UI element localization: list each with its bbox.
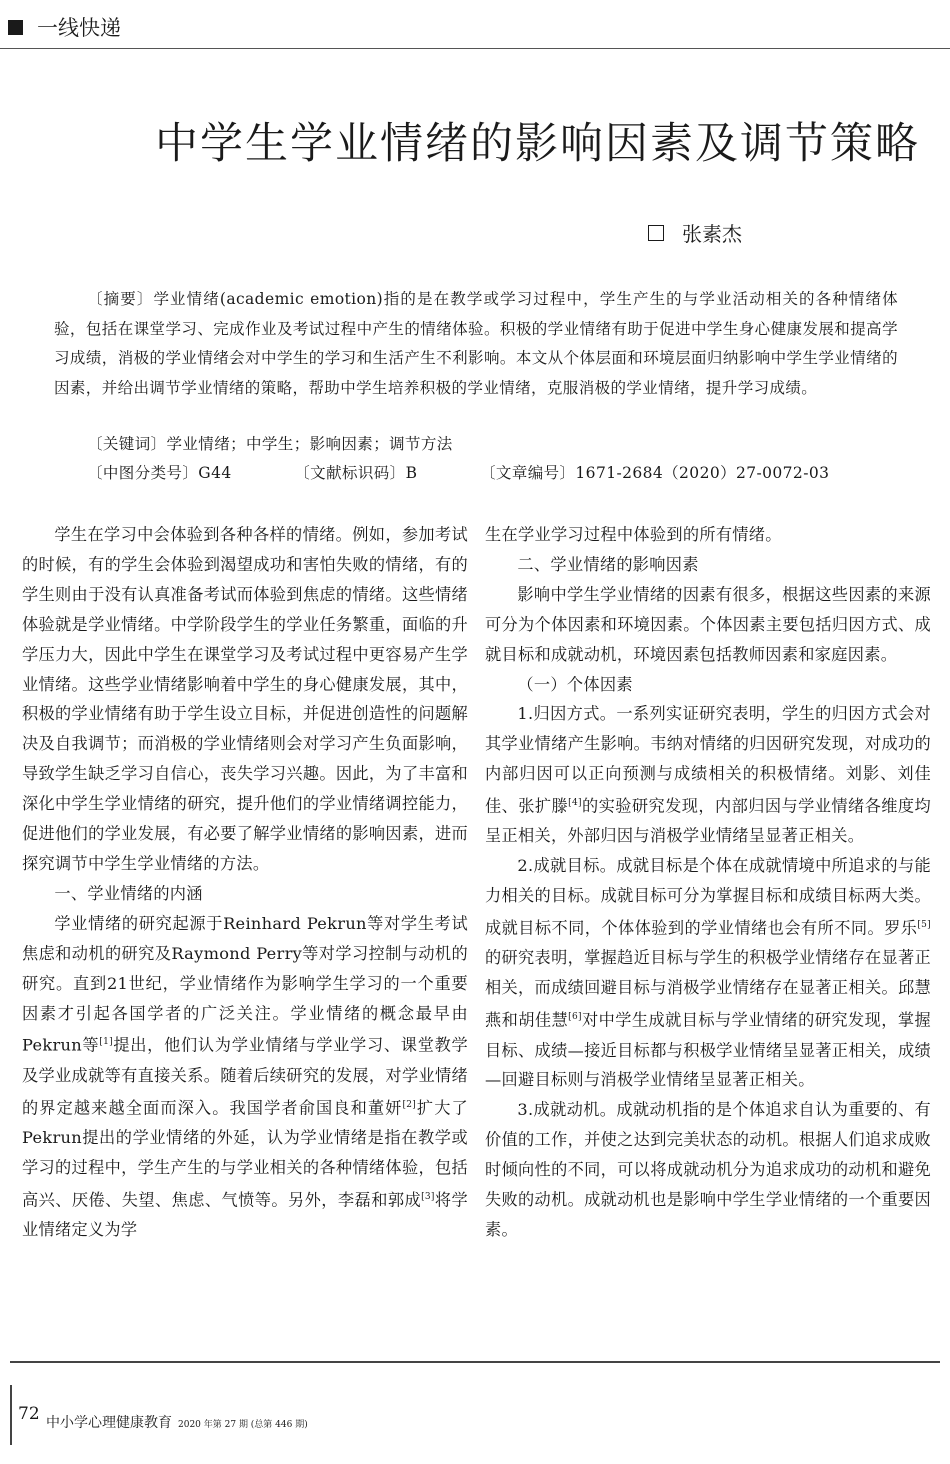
section-label: 一线快递 — [37, 16, 121, 40]
keywords: 〔关键词〕学业情绪；中学生；影响因素；调节方法 — [87, 435, 453, 453]
article-number: 〔文章编号〕1671-2684（2020）27-0072-03 — [480, 464, 830, 482]
page-number: 72 — [18, 1404, 40, 1424]
citation-5: [5] — [917, 920, 931, 931]
abstract-text: 〔摘要〕学业情绪(academic emotion)指的是在教学或学习过程中，学生产生的与学业活动相关的各种情绪体验，包括在课堂学习、完成作业及考试过程中产生的情绪体验。积极的学业情绪有助于促进中学生身心健康发展和提高学习成绩，消极的学业情绪会对中学生的学习和生活产生不利影响。本文从个体层面和环境层面归纳影响中学生学业情绪的因素，并给出调节学业情绪的策略，帮助中学生培养积极的学业情绪，克服消极的学业情绪，提升学习成绩。 — [54, 290, 898, 397]
citation-6: [6] — [568, 1012, 582, 1023]
subsection-heading: （一）个体因素 — [517, 674, 633, 694]
body-paragraph: 3.成就动机。成就动机指的是个体追求自认为重要的、有价值的工作，并使之达到完美状态的动机。根据人们追求成败时倾向性的不同，可以将成就动机分为追求成功的动机和避免失败的动机。成就动机也是影响中学生学业情绪的一个重要因素。 — [485, 1100, 931, 1240]
author-name: 张素杰 — [682, 222, 742, 246]
right-column — [485, 520, 931, 1245]
footer-vertical-rule — [10, 1385, 12, 1445]
citation-4: [4] — [568, 798, 582, 809]
author-line — [648, 218, 742, 247]
continued-paragraph: 生在学业学习过程中体验到的所有情绪。 — [485, 525, 782, 544]
body-paragraph: 2.成就目标。成就目标是个体在成就情境中所追求的与能力相关的目标。成就目标可分为掌握目标和成绩目标两大类。成就目标不同，个体体验到的学业情绪也会有所不同。罗乐[5]的研究表明，掌握趋近目标与学生的积极学业情绪存在显著正相关，而成绩回避目标与消极学业情绪存在显著正相关。邱慧燕和胡佳慧[6]对中学生成就目标与学业情绪的研究发现，掌握目标、成绩—接近目标都与积极学业情绪呈显著正相关，成绩—回避目标则与消极学业情绪呈显著正相关。 — [485, 856, 931, 1090]
journal-name: 中小学心理健康教育 2020 年第 27 期 (总第 446 期) — [46, 1415, 308, 1431]
left-column — [22, 520, 468, 1245]
header-divider — [0, 48, 950, 49]
citation-2: [2] — [402, 1099, 417, 1110]
section-header — [8, 12, 121, 42]
footer-divider — [10, 1361, 940, 1363]
document-code: 〔文献标识码〕B — [294, 464, 418, 482]
square-bullet-icon — [8, 20, 23, 35]
intro-paragraph: 学生在学习中会体验到各种各样的情绪。例如，参加考试的时候，有的学生会体验到渴望成功和害怕失败的情绪，有的学生则由于没有认真准备考试而体验到焦虑的情绪。这些情绪体验就是学业情绪。中学阶段学生的学业任务繁重，面临的升学压力大，因此中学生在课堂学习及考试过程中更容易产生学业情绪。这些学业情绪影响着中学生的身心健康发展，其中，积极的学业情绪有助于学生设立目标，并促进创造性的问题解决及自我调节；而消极的学业情绪则会对学习产生负面影响，导致学生缺乏学习自信心，丧失学习兴趣。因此，为了丰富和深化中学生学业情绪的研究，提升他们的学业情绪调控能力，促进他们的学业发展，有必要了解学业情绪的影响因素，进而探究调节中学生学业情绪的方法。 — [22, 525, 468, 873]
clc-number: 〔中图分类号〕G44 — [87, 464, 232, 482]
section-heading-1: 一、学业情绪的内涵 — [54, 883, 203, 903]
square-outline-icon — [648, 225, 664, 241]
classification-row — [87, 461, 887, 483]
body-paragraph: 学业情绪的研究起源于Reinhard Pekrun等对学生考试焦虑和动机的研究及Raymond Perry等对学习控制与动机的研究。直到21世纪，学业情绪作为影响学生学习的一个重要因素才引起各国学者的广泛关注。学业情绪的概念最早由Pekrun等[1]提出，他们认为学业情绪与学业学习、课堂教学及学业成就等有直接关系。随着后续研究的发展，对学业情绪的界定越来越全面而深入。我国学者俞国良和董妍[2]扩大了Pekrun提出的学业情绪的外延，认为学业情绪是指在教学或学习的过程中，学生产生的与学业相关的各种情绪体验，包括高兴、厌倦、失望、焦虑、气愤等。另外，李磊和郭成[3]将学业情绪定义为学 — [22, 913, 468, 1240]
section-heading-2: 二、学业情绪的影响因素 — [517, 554, 699, 574]
citation-1: [1] — [99, 1037, 113, 1048]
abstract — [54, 285, 898, 403]
body-paragraph: 1.归因方式。一系列实证研究表明，学生的归因方式会对其学业情绪产生影响。韦纳对情绪的归因研究发现，对成功的内部归因可以正向预测与成绩相关的积极情绪。刘影、刘佳佳、张扩滕[4]的实验研究发现，内部归因与学业情绪各维度均呈正相关，外部归因与消极学业情绪呈显著正相关。 — [485, 704, 931, 846]
article-title: 中学生学业情绪的影响因素及调节策略 — [155, 119, 920, 169]
citation-3: [3] — [421, 1191, 435, 1202]
issue-info: 2020 年第 27 期 (总第 446 期) — [178, 1420, 308, 1430]
body-paragraph: 影响中学生学业情绪的因素有很多，根据这些因素的来源可分为个体因素和环境因素。个体因素主要包括归因方式、成就目标和成就动机，环境因素包括教师因素和家庭因素。 — [485, 584, 931, 664]
